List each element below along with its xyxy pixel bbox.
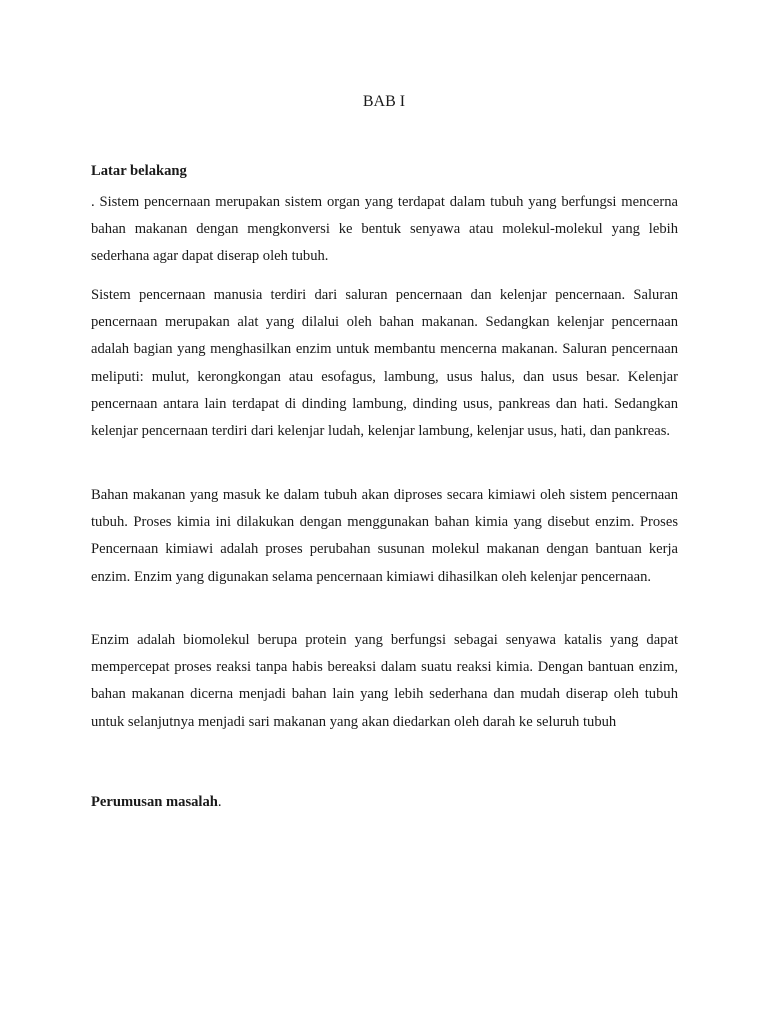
paragraph-4: Enzim adalah biomolekul berupa protein yang berfungsi sebagai senyawa katalis yang dapat mempercepat proses reaksi tanpa habis bereaksi dalam suatu reaksi kimia. Dengan bantuan enzim, bahan makanan dicerna menjadi bahan lain yang lebih sederhana dan mudah diserap oleh tubuh untuk selanjutnya menjadi sari makanan yang akan diedarkan oleh darah ke seluruh tubuh (91, 632, 678, 730)
paragraph-1: . Sistem pencernaan merupakan sistem organ yang terdapat dalam tubuh yang berfungsi mencerna bahan makanan dengan mengkonversi ke bentuk senyawa atau molekul-molekul yang lebih sederhana agar dapat diserap oleh tubuh. (91, 194, 678, 265)
paragraph-3: Bahan makanan yang masuk ke dalam tubuh akan diproses secara kimiawi oleh sistem pencernaan tubuh. Proses kimia ini dilakukan dengan menggunakan bahan kimia yang disebut enzim. Proses Pencernaan kimiawi adalah proses perubahan susunan molekul makanan dengan bantuan kerja enzim. Enzim yang digunakan selama pencernaan kimiawi dihasilkan oleh kelenjar pencernaan. (91, 487, 678, 585)
chapter-title: BAB I (362, 93, 406, 110)
section-heading-latar-belakang: Latar belakang (91, 163, 187, 179)
section-heading-perumusan-masalah (91, 792, 222, 812)
section-heading-trail: . (217, 794, 222, 810)
paragraph-2: Sistem pencernaan manusia terdiri dari saluran pencernaan dan kelenjar pencernaan. Saluran pencernaan merupakan alat yang dilalui oleh bahan makanan. Sedangkan kelenjar pencernaan adalah bagian yang menghasilkan enzim untuk membantu mencerna makanan. Saluran pencernaan meliputi: mulut, kerongkongan atau esofagus, lambung, usus halus, dan usus besar. Kelenjar pencernaan antara lain terdapat di dinding lambung, dinding usus, pankreas dan hati. Sedangkan kelenjar pencernaan terdiri dari kelenjar ludah, kelenjar lambung, kelenjar usus, hati, dan pankreas. (91, 287, 678, 440)
section-heading-text: Perumusan masalah (91, 794, 218, 810)
